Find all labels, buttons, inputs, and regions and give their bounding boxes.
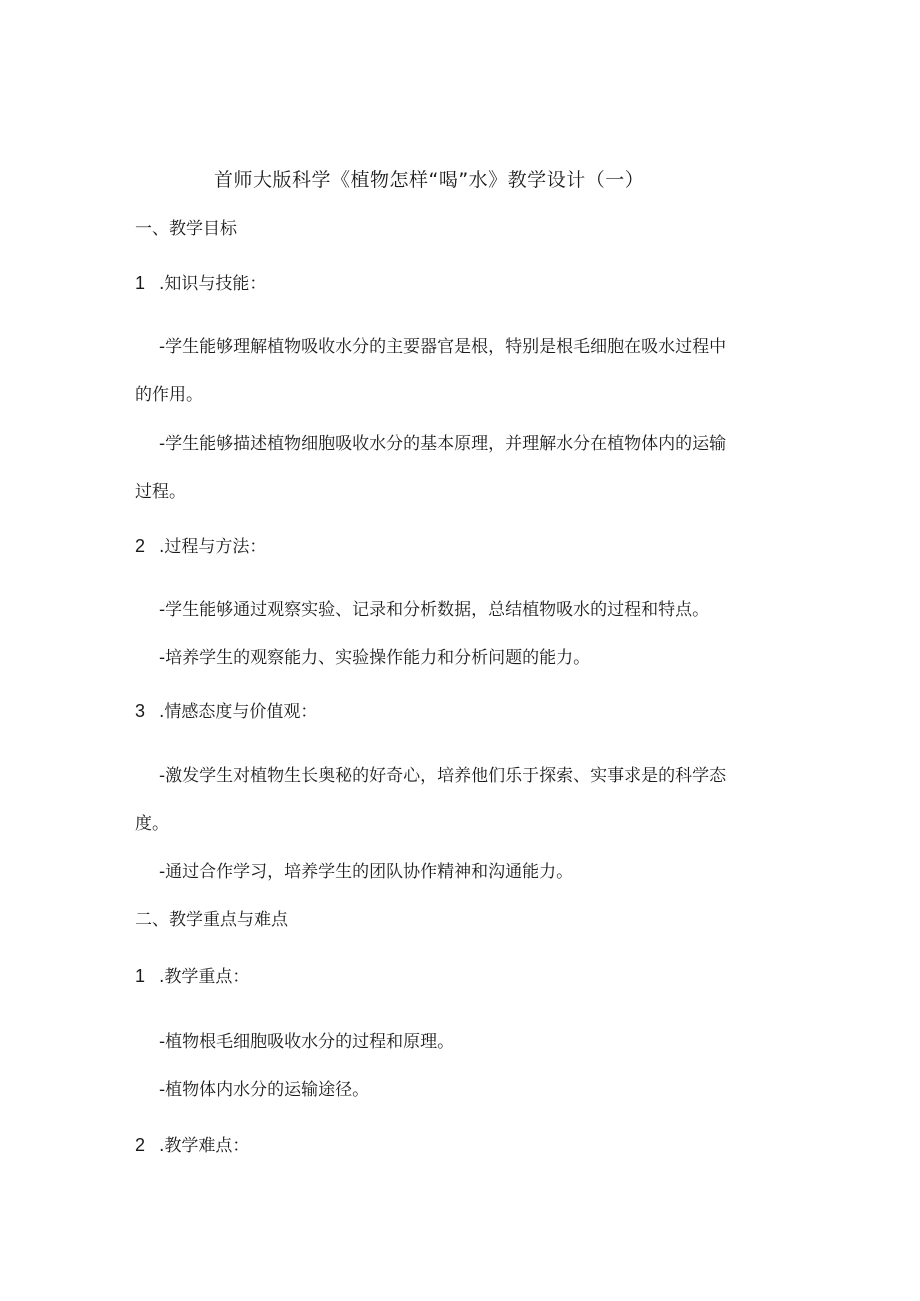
paragraph-line: -培养学生的观察能力、实验操作能力和分析问题的能力。 <box>159 648 591 668</box>
item-label: .教学重点： <box>159 967 250 987</box>
paragraph-line: -通过合作学习，培养学生的团队协作精神和沟通能力。 <box>159 862 574 882</box>
item-heading-attitude <box>135 700 317 723</box>
item-heading-process <box>135 535 266 558</box>
item-label: .过程与方法： <box>159 537 267 557</box>
paragraph-line: 度。 <box>135 814 169 834</box>
item-number: 3 <box>135 701 146 721</box>
item-number: 2 <box>135 1135 146 1155</box>
paragraph-line: -植物体内水分的运输途径。 <box>159 1080 370 1100</box>
paragraph-line: -学生能够理解植物吸收水分的主要器官是根，特别是根毛细胞在吸水过程中 <box>159 337 727 357</box>
item-label: .知识与技能： <box>159 274 267 294</box>
document-title: 首师大版科学《植物怎样“喝”水》教学设计（一） <box>214 169 645 191</box>
item-label: .教学难点： <box>159 1136 250 1156</box>
item-heading-knowledge <box>135 272 266 295</box>
paragraph-line: -学生能够通过观察实验、记录和分析数据，总结植物吸水的过程和特点。 <box>159 600 710 620</box>
paragraph-line: -学生能够描述植物细胞吸收水分的基本原理，并理解水分在植物体内的运输 <box>159 434 727 454</box>
section-heading-objectives: 一、教学目标 <box>135 219 237 239</box>
paragraph-line: 过程。 <box>135 482 186 502</box>
item-label: .情感态度与价值观： <box>159 702 318 722</box>
paragraph-line: -植物根毛细胞吸收水分的过程和原理。 <box>159 1032 455 1052</box>
paragraph-line: -激发学生对植物生长奥秘的好奇心，培养他们乐于探索、实事求是的科学态 <box>159 766 727 786</box>
item-number: 1 <box>135 966 146 986</box>
item-heading-focus <box>135 965 249 988</box>
item-number: 2 <box>135 536 146 556</box>
section-heading-key-points: 二、教学重点与难点 <box>135 910 288 930</box>
item-heading-difficulty <box>135 1134 249 1157</box>
paragraph-line: 的作用。 <box>135 385 203 405</box>
item-number: 1 <box>135 273 146 293</box>
